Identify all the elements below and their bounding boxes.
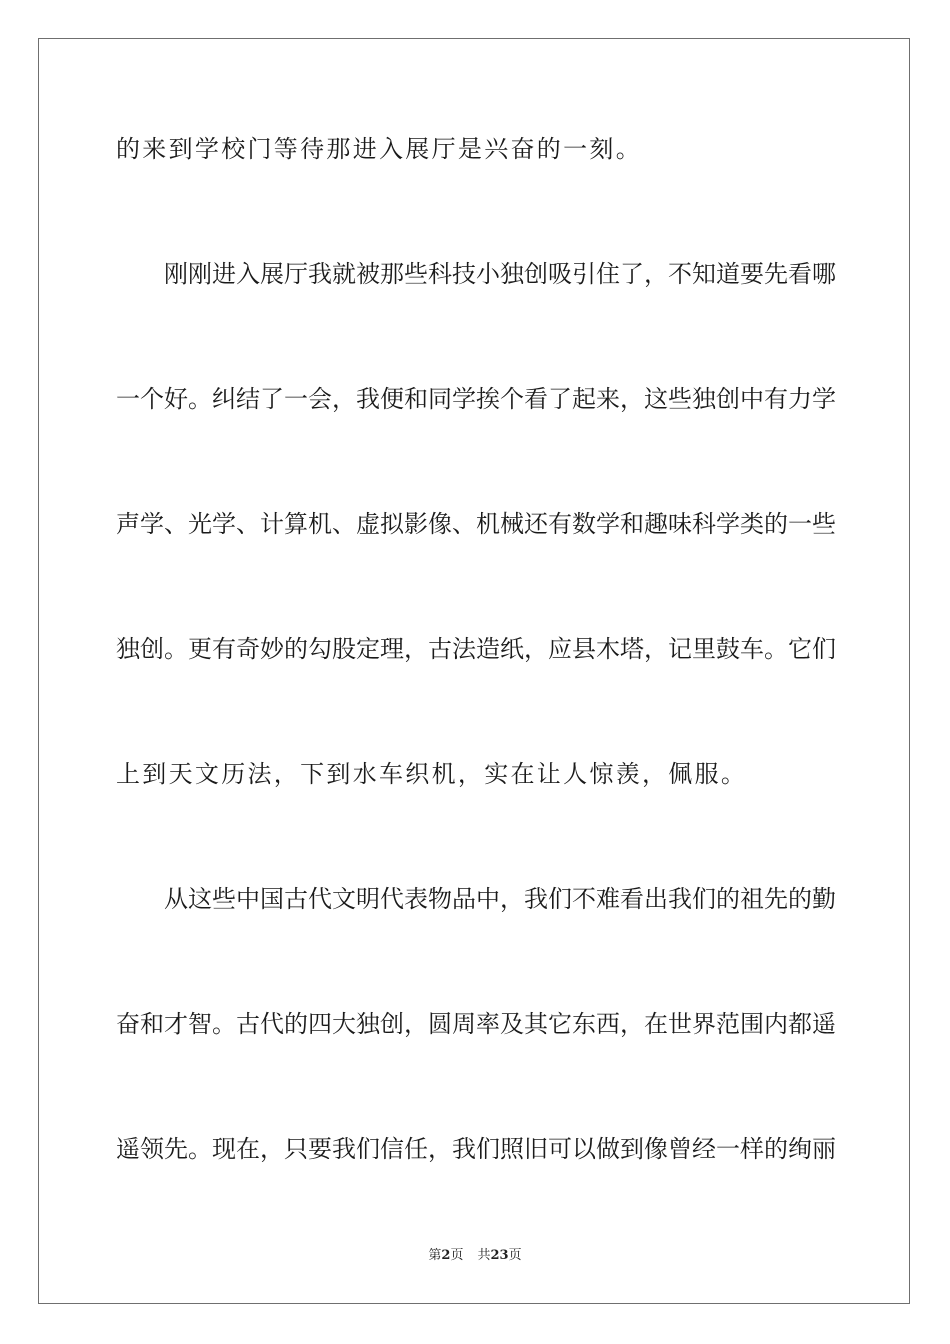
text-line-2: 刚刚进入展厅我就被那些科技小独创吸引住了，不知道要先看哪 (164, 260, 836, 288)
page-border (38, 38, 910, 1304)
text-line-7: 从这些中国古代文明代表物品中，我们不难看出我们的祖先的勤 (164, 885, 836, 913)
text-line-8: 奋和才智。古代的四大独创，圆周率及其它东西，在世界范围内都遥 (116, 1010, 836, 1038)
text-line-6: 上到天文历法，下到水车织机，实在让人惊羡，佩服。 (116, 760, 748, 788)
text-line-3: 一个好。纠结了一会，我便和同学挨个看了起来，这些独创中有力学 (116, 385, 836, 413)
footer-prefix: 第 (428, 1248, 442, 1263)
footer-total-suffix: 页 (508, 1248, 522, 1263)
page-footer (0, 1247, 950, 1265)
footer-total-prefix: 共 (477, 1248, 491, 1263)
current-page-number: 2 (441, 1248, 451, 1263)
total-pages-number: 23 (490, 1248, 509, 1263)
text-line-5: 独创。更有奇妙的勾股定理，古法造纸，应县木塔，记里鼓车。它们 (116, 635, 836, 663)
text-line-9: 遥领先。现在，只要我们信任，我们照旧可以做到像曾经一样的绚丽 (116, 1135, 836, 1163)
text-line-4: 声学、光学、计算机、虚拟影像、机械还有数学和趣味科学类的一些 (116, 510, 836, 538)
text-line-1: 的来到学校门等待那进入展厅是兴奋的一刻。 (116, 135, 642, 163)
footer-page-suffix: 页 (450, 1248, 464, 1263)
